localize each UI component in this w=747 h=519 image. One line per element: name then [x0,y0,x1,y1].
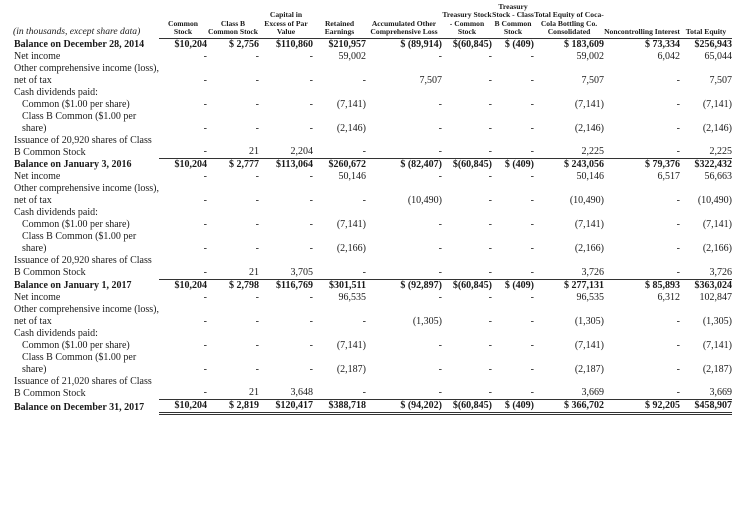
cell-common-stock: - [159,135,207,159]
cell-capital-in-excess [259,207,313,219]
cell-treasury-common: - [488,74,492,86]
cell-retained-earnings: (7,141) [336,98,366,110]
cell-retained-earnings: (2,187) [336,363,366,375]
cell-common-stock: - [159,255,207,279]
cell-class-b-common-stock [207,207,259,219]
cell-treasury-common: - [488,291,492,303]
cell-capital-in-excess: - [309,50,313,62]
equity-table [13,3,732,415]
cell-retained-earnings: - [313,135,366,159]
cell-treasury-common: - [488,171,492,183]
cell-accumulated-oci: - [366,255,442,279]
cell-treasury-common: - [488,339,492,351]
table-row [13,376,732,400]
cell-class-b-common-stock: - [255,291,259,303]
cell-total-equity: 2,225 [680,135,732,159]
table-row [13,304,732,328]
cell-common-stock: - [203,339,207,351]
cell-total-equity-consolidated: (10,490) [569,195,604,207]
cell-noncontrolling-interest [604,207,680,219]
row-label: Common ($1.00 per share) [22,219,130,231]
row-label: Issuance of 20,920 shares of Class B Common Stock [14,134,152,158]
cell-accumulated-oci: - [438,50,442,62]
cell-class-b-common-stock: 21 [207,255,259,279]
cell-treasury-class-b: - [530,219,534,231]
cell-accumulated-oci: - [438,243,442,255]
cell-total-equity-consolidated: $ 183,609 [564,38,604,50]
cell-capital-in-excess: - [309,171,313,183]
cell-capital-in-excess: - [309,74,313,86]
cell-class-b-common-stock: - [255,315,259,327]
table-row [13,279,732,292]
cell-accumulated-oci: 7,507 [419,74,442,86]
cell-capital-in-excess [259,328,313,340]
cell-common-stock: - [203,243,207,255]
cell-noncontrolling-interest: - [676,219,680,231]
table-row [13,352,732,376]
cell-capital-in-excess: - [309,243,313,255]
cell-total-equity: $256,943 [694,38,732,50]
cell-total-equity-consolidated: $ 366,702 [534,400,604,414]
row-label: Balance on January 3, 2016 [14,159,132,171]
cell-total-equity: $363,024 [694,279,732,291]
cell-total-equity-consolidated: (2,166) [574,243,604,255]
cell-total-equity: (10,490) [697,195,732,207]
cell-total-equity: (2,187) [702,363,732,375]
cell-total-equity: 3,726 [680,255,732,279]
cell-noncontrolling-interest [604,87,680,99]
cell-accumulated-oci: - [366,135,442,159]
col-header-noncontrolling-interest: Noncontrolling Interest [604,3,680,38]
cell-treasury-class-b: $ (409) [504,279,534,291]
cell-treasury-common: - [488,98,492,110]
cell-treasury-common [442,328,492,340]
cell-noncontrolling-interest: $ 85,893 [645,279,680,291]
cell-retained-earnings: - [362,315,366,327]
cell-common-stock: - [203,195,207,207]
cell-retained-earnings: - [313,376,366,400]
cell-noncontrolling-interest [604,328,680,340]
cell-total-equity-consolidated: 50,146 [576,171,604,183]
cell-retained-earnings: 59,002 [338,50,366,62]
cell-total-equity [680,328,732,340]
cell-treasury-common: - [488,195,492,207]
cell-capital-in-excess: - [309,219,313,231]
cell-total-equity-consolidated: 2,225 [534,135,604,159]
cell-common-stock: $10,204 [174,279,207,291]
cell-noncontrolling-interest: - [676,98,680,110]
cell-class-b-common-stock: 21 [207,376,259,400]
cell-total-equity-consolidated [534,207,604,219]
cell-treasury-common: - [442,135,492,159]
cell-treasury-common [442,207,492,219]
cell-total-equity-consolidated: 3,669 [534,376,604,400]
col-header-class-b-common-stock: Class B Common Stock [207,3,259,38]
cell-retained-earnings: - [313,255,366,279]
cell-accumulated-oci: - [438,219,442,231]
cell-total-equity-consolidated: $ 277,131 [564,279,604,291]
cell-capital-in-excess: $110,860 [276,38,313,50]
cell-total-equity-consolidated [534,87,604,99]
table-row [13,87,732,99]
cell-capital-in-excess: - [309,122,313,134]
cell-retained-earnings [313,87,366,99]
cell-class-b-common-stock: $ 2,798 [229,279,259,291]
cell-retained-earnings: (2,146) [336,122,366,134]
col-header-retained-earnings: Retained Earnings [313,3,366,38]
cell-total-equity: 102,847 [699,291,732,303]
cell-retained-earnings: $210,957 [328,38,366,50]
cell-noncontrolling-interest: 6,517 [657,171,680,183]
row-label: Net income [14,50,61,62]
cell-total-equity [680,87,732,99]
cell-common-stock: - [203,74,207,86]
cell-accumulated-oci: - [366,376,442,400]
cell-retained-earnings [313,328,366,340]
cell-treasury-common: - [488,363,492,375]
cell-capital-in-excess [259,87,313,99]
cell-noncontrolling-interest: - [676,243,680,255]
cell-treasury-class-b [492,87,534,99]
cell-class-b-common-stock: - [255,195,259,207]
cell-retained-earnings: $388,718 [313,400,366,414]
cell-accumulated-oci: - [438,171,442,183]
col-header-accumulated-oci: Accumulated Other Comprehensive Loss [366,3,442,38]
cell-class-b-common-stock: - [255,50,259,62]
col-header-treasury-class-b: Treasury Stock - Class B Common Stock [492,2,534,37]
cell-retained-earnings [313,207,366,219]
cell-total-equity-consolidated: (2,187) [574,363,604,375]
cell-class-b-common-stock [207,87,259,99]
cell-total-equity: $322,432 [694,159,732,171]
cell-noncontrolling-interest: - [604,255,680,279]
cell-treasury-class-b: - [530,50,534,62]
row-label: Other comprehensive income (loss), net of tax [14,303,159,327]
cell-treasury-common: $(60,845) [442,400,492,414]
row-label: Common ($1.00 per share) [22,339,130,351]
cell-accumulated-oci [366,328,442,340]
cell-noncontrolling-interest: $ 73,334 [645,38,680,50]
cell-class-b-common-stock: - [255,363,259,375]
cell-retained-earnings: - [362,74,366,86]
cell-common-stock: - [159,376,207,400]
cell-accumulated-oci: $ (94,202) [366,400,442,414]
cell-total-equity-consolidated: 3,726 [534,255,604,279]
cell-capital-in-excess: - [309,315,313,327]
table-row [13,99,732,111]
row-label: Cash dividends paid: [14,327,98,339]
cell-common-stock [159,328,207,340]
cell-accumulated-oci: $ (92,897) [400,279,442,291]
cell-accumulated-oci: - [438,122,442,134]
cell-treasury-class-b: - [492,135,534,159]
cell-treasury-common: $(60,845) [452,38,492,50]
table-row [13,231,732,255]
cell-common-stock: - [203,171,207,183]
cell-retained-earnings: $301,511 [329,279,366,291]
cell-retained-earnings: 50,146 [338,171,366,183]
cell-total-equity-consolidated: (1,305) [574,315,604,327]
cell-treasury-common: $(60,845) [452,279,492,291]
cell-treasury-class-b: - [530,315,534,327]
table-row [13,63,732,87]
cell-class-b-common-stock [207,328,259,340]
col-header-treasury-common: Treasury Stock - Common Stock [442,3,492,38]
row-label: Net income [14,171,61,183]
cell-accumulated-oci: (1,305) [412,315,442,327]
cell-total-equity: 56,663 [704,171,732,183]
cell-total-equity: (7,141) [702,219,732,231]
cell-noncontrolling-interest: - [676,315,680,327]
cell-capital-in-excess: $120,417 [259,400,313,414]
cell-class-b-common-stock: - [255,219,259,231]
table-row [13,111,732,135]
cell-common-stock: $10,204 [159,400,207,414]
cell-common-stock: - [203,291,207,303]
cell-class-b-common-stock: - [255,74,259,86]
table-row [13,340,732,352]
cell-treasury-common: - [488,50,492,62]
cell-accumulated-oci: - [438,291,442,303]
cell-noncontrolling-interest: 6,042 [657,50,680,62]
cell-noncontrolling-interest: $ 92,205 [604,400,680,414]
cell-treasury-class-b: - [530,195,534,207]
cell-treasury-common: - [488,122,492,134]
row-label: Net income [14,291,61,303]
cell-noncontrolling-interest: - [604,376,680,400]
cell-treasury-class-b: - [530,291,534,303]
cell-total-equity: (2,166) [702,243,732,255]
cell-retained-earnings: (7,141) [336,219,366,231]
table-row [13,219,732,231]
cell-accumulated-oci: - [438,339,442,351]
col-header-capital-in-excess: Capital in Excess of Par Value [259,3,313,38]
cell-noncontrolling-interest: 6,312 [657,291,680,303]
cell-treasury-class-b: $ (409) [504,38,534,50]
cell-common-stock: $10,204 [174,159,207,171]
cell-class-b-common-stock: $ 2,819 [207,400,259,414]
row-label: Cash dividends paid: [14,207,98,219]
cell-treasury-common: - [442,376,492,400]
header-row [13,3,732,38]
cell-accumulated-oci [366,207,442,219]
cell-class-b-common-stock: - [255,98,259,110]
cell-total-equity-consolidated: (7,141) [574,219,604,231]
cell-retained-earnings: - [362,195,366,207]
cell-common-stock: - [203,122,207,134]
table-row [13,400,732,414]
cell-accumulated-oci: (10,490) [407,195,442,207]
cell-class-b-common-stock: - [255,171,259,183]
cell-total-equity: 7,507 [709,74,732,86]
cell-retained-earnings: (7,141) [336,339,366,351]
table-row [13,292,732,304]
cell-capital-in-excess: - [309,291,313,303]
cell-treasury-class-b: - [530,339,534,351]
row-label: Class B Common ($1.00 per share) [22,351,137,375]
cell-capital-in-excess: - [309,339,313,351]
cell-treasury-common: - [488,243,492,255]
cell-treasury-class-b: - [530,74,534,86]
cell-retained-earnings: $260,672 [328,159,366,171]
cell-noncontrolling-interest: - [676,195,680,207]
cell-total-equity: (1,305) [702,315,732,327]
cell-common-stock [159,87,207,99]
row-label: Balance on January 1, 2017 [14,279,132,291]
cell-retained-earnings: (2,166) [336,243,366,255]
cell-total-equity-consolidated: 7,507 [581,74,604,86]
cell-total-equity-consolidated: $ 243,056 [564,159,604,171]
cell-noncontrolling-interest: - [604,135,680,159]
cell-treasury-class-b: - [492,376,534,400]
cell-noncontrolling-interest: $ 79,376 [645,159,680,171]
row-label: Common ($1.00 per share) [22,98,130,110]
row-label: Cash dividends paid: [14,86,98,98]
cell-noncontrolling-interest: - [676,363,680,375]
cell-class-b-common-stock: - [255,122,259,134]
cell-accumulated-oci: - [438,363,442,375]
cell-accumulated-oci [366,87,442,99]
row-label: Class B Common ($1.00 per share) [22,110,137,134]
cell-treasury-class-b: - [530,363,534,375]
cell-total-equity: (2,146) [702,122,732,134]
cell-capital-in-excess: 3,648 [259,376,313,400]
cell-treasury-class-b [492,207,534,219]
cell-total-equity-consolidated: (7,141) [574,98,604,110]
row-label: Issuance of 20,920 shares of Class B Common Stock [14,255,152,279]
cell-class-b-common-stock: $ 2,777 [229,159,259,171]
cell-capital-in-excess: $116,769 [276,279,313,291]
row-label: Class B Common ($1.00 per share) [22,231,137,255]
row-label: Other comprehensive income (loss), net of tax [14,183,159,207]
cell-total-equity: 3,669 [680,376,732,400]
cell-noncontrolling-interest: - [676,74,680,86]
cell-capital-in-excess: - [309,363,313,375]
cell-treasury-common: $(60,845) [452,159,492,171]
cell-total-equity: (7,141) [702,98,732,110]
cell-treasury-common [442,87,492,99]
cell-common-stock: $10,204 [174,38,207,50]
cell-capital-in-excess: $113,064 [276,159,313,171]
cell-common-stock: - [203,98,207,110]
col-header-common-stock: Common Stock [159,3,207,38]
cell-treasury-common: - [488,219,492,231]
cell-class-b-common-stock: $ 2,756 [229,38,259,50]
cell-accumulated-oci: $ (82,407) [400,159,442,171]
cell-class-b-common-stock: 21 [207,135,259,159]
cell-total-equity: (7,141) [702,339,732,351]
table-row [13,171,732,183]
cell-accumulated-oci: $ (89,914) [400,38,442,50]
cell-total-equity: 65,044 [704,50,732,62]
cell-capital-in-excess: - [309,195,313,207]
cell-treasury-common: - [442,255,492,279]
cell-common-stock: - [203,315,207,327]
cell-treasury-class-b: - [530,171,534,183]
table-row [13,159,732,172]
cell-noncontrolling-interest: - [676,339,680,351]
col-header-total-equity-consolidated: Total Equity of Coca-Cola Bottling Co. Consolidated [534,3,604,38]
row-label: Other comprehensive income (loss), net of tax [14,62,159,86]
table-row [13,255,732,279]
cell-retained-earnings: 96,535 [338,291,366,303]
cell-treasury-class-b: - [530,122,534,134]
units-note: (in thousands, except share data) [13,26,141,38]
cell-treasury-common: - [488,315,492,327]
table-body [13,38,732,414]
cell-treasury-class-b: - [492,255,534,279]
table-row [13,207,732,219]
cell-total-equity-consolidated [534,328,604,340]
cell-total-equity-consolidated: 59,002 [576,50,604,62]
cell-total-equity-consolidated: (7,141) [574,339,604,351]
cell-class-b-common-stock: - [255,339,259,351]
cell-common-stock: - [203,50,207,62]
cell-total-equity: $458,907 [680,400,732,414]
cell-treasury-class-b: $ (409) [504,159,534,171]
cell-treasury-class-b: - [530,98,534,110]
cell-noncontrolling-interest: - [676,122,680,134]
table-row [13,38,732,51]
cell-treasury-class-b [492,328,534,340]
row-label: Issuance of 21,020 shares of Class B Common Stock [14,375,152,399]
table-row [13,51,732,63]
col-header-total-equity: Total Equity [680,3,732,38]
cell-common-stock [159,207,207,219]
row-label: Balance on December 28, 2014 [14,38,145,50]
cell-total-equity [680,207,732,219]
cell-capital-in-excess: 3,705 [259,255,313,279]
cell-total-equity-consolidated: (2,146) [574,122,604,134]
cell-treasury-class-b: - [530,243,534,255]
cell-common-stock: - [203,363,207,375]
cell-common-stock: - [203,219,207,231]
cell-accumulated-oci: - [438,98,442,110]
cell-treasury-class-b: $ (409) [492,400,534,414]
cell-class-b-common-stock: - [255,243,259,255]
cell-total-equity-consolidated: 96,535 [576,291,604,303]
table-row [13,183,732,207]
cell-capital-in-excess: 2,204 [259,135,313,159]
cell-capital-in-excess: - [309,98,313,110]
table-row [13,135,732,159]
row-label: Balance on December 31, 2017 [14,401,145,413]
table-row [13,328,732,340]
